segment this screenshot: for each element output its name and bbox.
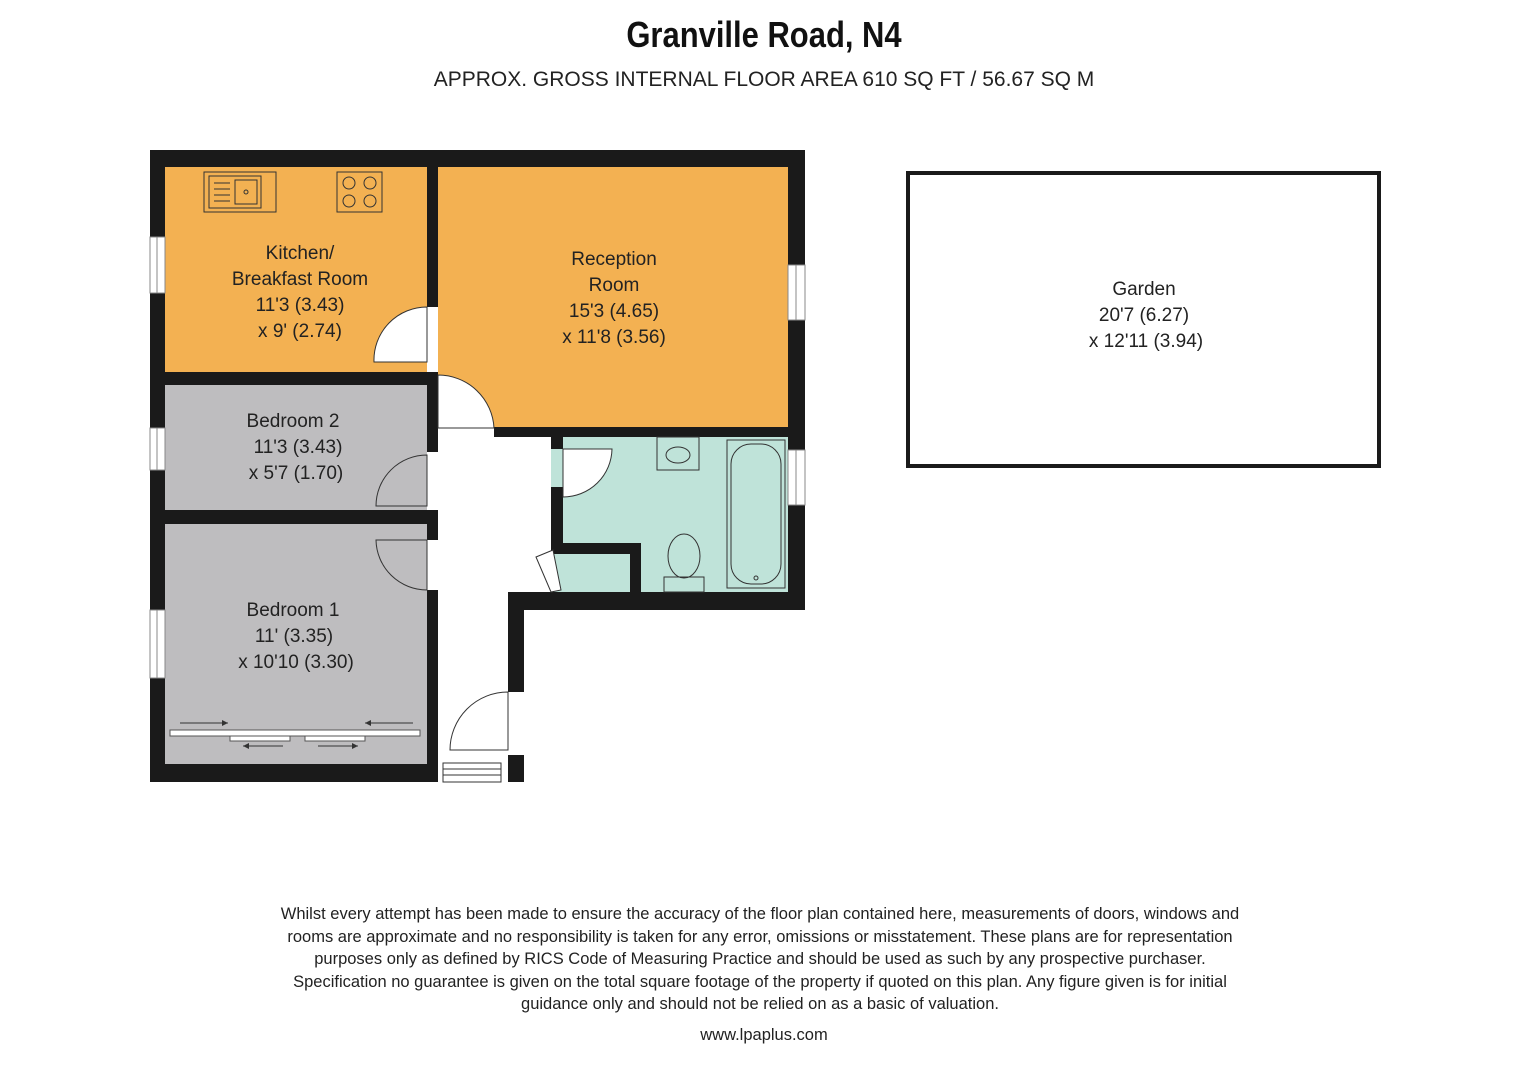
bedroom2-dimension-1: 11'3 (3.43) bbox=[253, 437, 343, 458]
disclaimer-line: Whilst every attempt has been made to ensure the accuracy of the floor plan contained here, measurements of doors, windows and bbox=[280, 905, 1240, 923]
disclaimer-line: guidance only and should not be relied on as a basic of valuation. bbox=[521, 995, 999, 1014]
floor-area-subtitle: APPROX. GROSS INTERNAL FLOOR AREA 610 SQ FT / 56.67 SQ M bbox=[433, 68, 1095, 91]
reception-floor bbox=[438, 167, 788, 428]
disclaimer bbox=[240, 903, 1280, 1016]
kitchen-dimension-1: 11'3 (3.43) bbox=[255, 295, 345, 316]
garden-label-line1: Garden bbox=[1112, 279, 1176, 300]
reception-dimension-2: x 11'8 (3.56) bbox=[562, 327, 666, 348]
website-link[interactable]: www.lpaplus.com bbox=[700, 1026, 828, 1044]
bedroom1-dimension-2: x 10'10 (3.30) bbox=[238, 652, 354, 673]
garden-label bbox=[1089, 279, 1203, 352]
page-title: Granville Road, N4 bbox=[626, 14, 902, 55]
front-steps bbox=[443, 763, 501, 782]
reception-label-line2: Room bbox=[588, 275, 640, 296]
kitchen-label-line2: Breakfast Room bbox=[231, 269, 369, 290]
bedroom2-label bbox=[247, 411, 344, 484]
disclaimer-line: Specification no guarantee is given on the total square footage of the property if quoted on this plan. Any figure given is for initial bbox=[293, 972, 1227, 991]
disclaimer-line: purposes only as defined by RICS Code of Measuring Practice and should be used as such by any prospective purchaser. bbox=[314, 950, 1206, 969]
garden-dimension-2: x 12'11 (3.94) bbox=[1088, 331, 1204, 352]
bedroom2-dimension-2: x 5'7 (1.70) bbox=[248, 463, 344, 484]
reception-dimension-1: 15'3 (4.65) bbox=[568, 301, 660, 322]
bedroom1-label-line1: Bedroom 1 bbox=[246, 600, 340, 621]
bedroom2-label-line1: Bedroom 2 bbox=[246, 411, 340, 432]
garden-dimension-1: 20'7 (6.27) bbox=[1098, 305, 1190, 326]
reception-label-line1: Reception bbox=[571, 249, 657, 270]
kitchen-label-line1: Kitchen/ bbox=[265, 243, 335, 264]
disclaimer-line: rooms are approximate and no responsibility is taken for any error, omissions or misstatement. These plans are for representation bbox=[287, 927, 1233, 946]
bedroom1-dimension-1: 11' (3.35) bbox=[254, 626, 334, 647]
kitchen-dimension-2: x 9' (2.74) bbox=[258, 321, 342, 342]
